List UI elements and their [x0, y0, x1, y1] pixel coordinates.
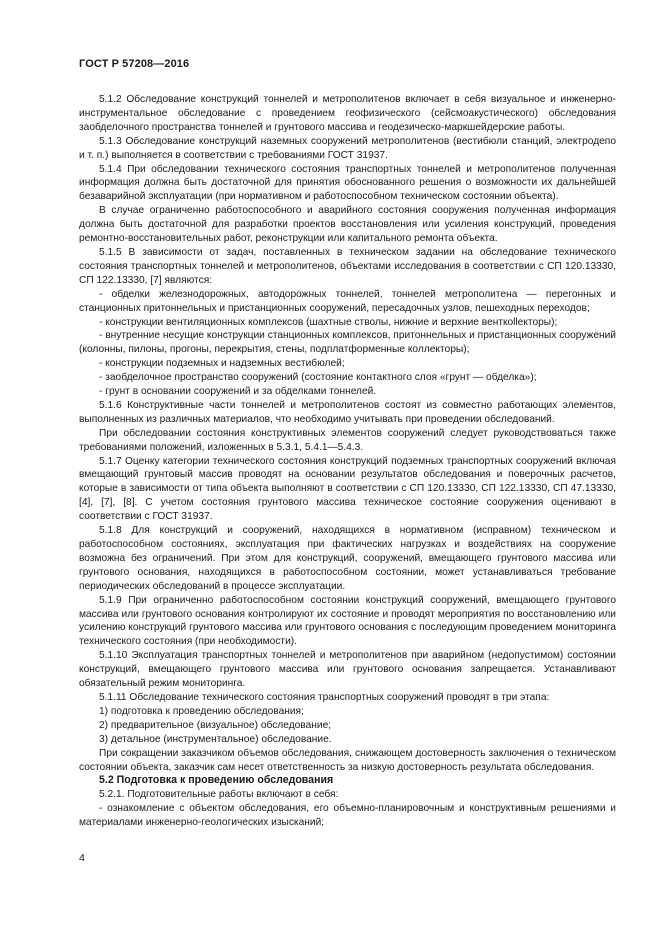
- list-item: 1) подготовка к проведению обследования;: [99, 705, 304, 717]
- list-item: - грунт в основании сооружений и за обделками тоннелей.: [99, 386, 377, 398]
- paragraph: 5.1.6 Конструктивные части тоннелей и метрополитенов состоят из совместно работающих элементов, выполненных из различных материалов, что необходимо учитывать при проведении обследований.: [79, 399, 616, 425]
- paragraph: 5.1.3 Обследование конструкций наземных сооружений метрополитенов (вестибюли станций, электродепо и т. п.) выполняется в соответствии с требованиями ГОСТ 31937.: [79, 135, 616, 161]
- list-item: 2) предварительное (визуальное) обследование;: [99, 719, 332, 731]
- paragraph: В случае ограниченно работоспособного и аварийного состояния сооружения полученная информация должна быть достаточной для разработки проектов восстановления или усиления конструкций, проведения ремонтно-восстановительных работ, реконструкции или капитального ремонта объекта.: [79, 205, 616, 245]
- page-number: 4: [79, 852, 85, 864]
- list-item: - обделки железнодорожных, автодорожных тоннелей, тоннелей метрополитена — перегонных и станционных притоннельных и пристанционных сооружений, пересадочных узлов, пешеходных переходов;: [79, 288, 616, 314]
- paragraph: 5.2.1. Подготовительные работы включают в себя:: [99, 789, 339, 801]
- paragraph: 5.1.2 Обследование конструкций тоннелей и метрополитенов включает в себя визуальное и инженерно-инструментальное обследование с проведением геофизического (сейсмоакустического) обследования заобделочного пространства тоннелей и грунтового массива и геодезическо-маркшейдерские работы.: [79, 94, 616, 133]
- list-item: 3) детальное (инструментальное) обследование.: [99, 733, 332, 745]
- paragraph: 5.1.10 Эксплуатация транспортных тоннелей и метрополитенов при аварийном (недопустимом) состоянии конструкций, вмещающего грунтового массива или грунтового основания запрещается. Устанавливают обязательный режим мониторинга.: [79, 650, 616, 690]
- list-item: - ознакомление с объектом обследования, его объемно-планировочным и конструктивным решениями и материалами инженерно-геологических изысканий;: [79, 803, 616, 829]
- list-item: - заобделочное пространство сооружений (состояние контактного слоя «грунт — обделка»);: [99, 372, 537, 384]
- paragraph: При сокращении заказчиком объемов обследования, снижающем достоверность заключения о техническом состоянии объекта, заказчик сам несет ответственность за низкую достоверность результата обследования.: [79, 747, 616, 773]
- paragraph: 5.1.9 При ограниченно работоспособном состоянии конструкций сооружений, вмещающего грунтового массива или грунтового основания контролируют их состояние и проводят мероприятия по восстановлению или усилению конструкций грунтового массива или грунтового основания с последующим проведением мониторинга технического состояния (при необходимости).: [79, 594, 616, 648]
- list-item: - конструкции вентиляционных комплексов (шахтные стволы, нижние и верхние венткollекторы);: [99, 316, 558, 328]
- list-item: - конструкции подземных и надземных вестибюлей;: [99, 358, 345, 370]
- paragraph: При обследовании состояния конструктивных элементов сооружений следует руководствоваться также требованиями положений, изложенных в 5.3.1, 5.4.1—5.4.3.: [79, 427, 616, 453]
- paragraph: 5.1.4 При обследовании технического состояния транспортных тоннелей и метрополитенов полученная информация должна быть достаточной для принятия обоснованного решения о возможности их дальнейшей безаварийной эксплуатации (при нормативном и работоспособном техническом состоянии объекта).: [79, 163, 616, 203]
- paragraph: 5.1.8 Для конструкций и сооружений, находящихся в нормативном (исправном) техническом и работоспособном состояниях, эксплуатация при фактических нагрузках и воздействиях на сооружение возможна без ограничений. При этом для конструкций, сооружений, вмещающего грунтового массива или грунтового основания, находящихся в работоспособном состоянии, может устанавливаться требование периодических обследований в процессе эксплуатации.: [79, 525, 616, 592]
- list-item: - внутренние несущие конструкции станционных комплексов, притоннельных и пристанционных сооружений (колонны, пилоны, прогоны, перекрытия, стены, подплатформенные коллекторы);: [79, 330, 616, 356]
- section-heading: 5.2 Подготовка к проведению обследования: [99, 774, 334, 787]
- paragraph: 5.1.5 В зависимости от задач, поставленных в техническом задании на обследование технического состояния транспортных тоннелей и метрополитенов, объектами исследования в соответствии с СП 120.13330, СП 122.13330, [7] являются:: [79, 246, 616, 286]
- paragraph: 5.1.7 Оценку категории технического состояния конструкций подземных транспортных сооружений включая вмещающий грунтовый массив проводят на основании результатов обследования и поверочных расчетов, которые в зависимости от типа объекта выполняют в соответствии с СП 120.13330, СП 122.13330, СП 47.13330, [4], [7], [8]. С учетом состояния грунтового массива техническое состояние сооружения оценивают в соответствии с ГОСТ 31937.: [79, 455, 616, 523]
- paragraph: 5.1.11 Обследование технического состояния транспортных сооружений проводят в три этапа:: [99, 691, 550, 703]
- document-body: [79, 93, 616, 830]
- standard-header: ГОСТ Р 57208—2016: [79, 58, 190, 70]
